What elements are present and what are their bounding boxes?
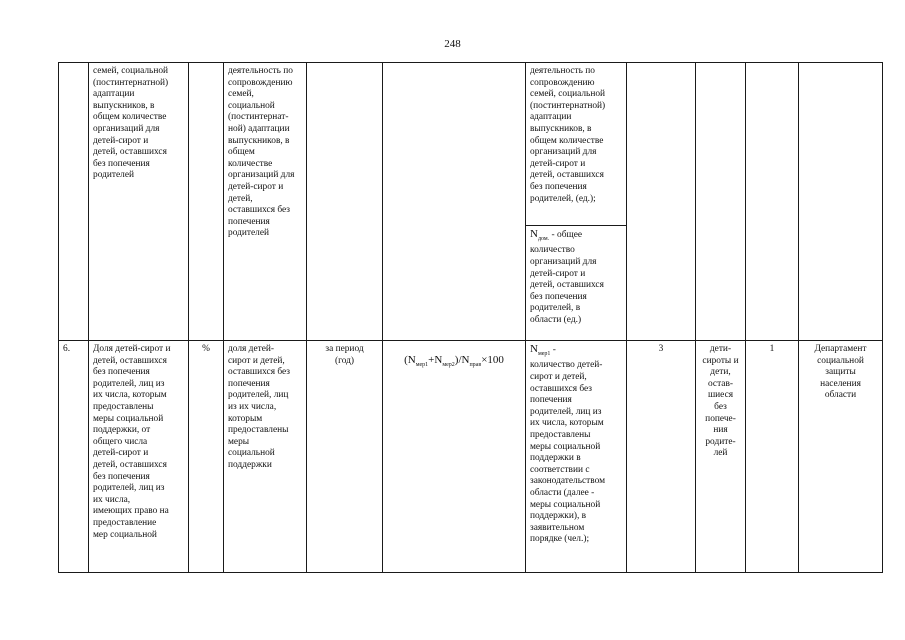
formula-part: ×100 — [481, 354, 504, 366]
number-cell — [59, 63, 89, 341]
indicators-table — [58, 62, 883, 573]
table-row-continued — [59, 63, 883, 226]
formula-subscript: мер2 — [442, 362, 455, 369]
variable-description: - количество детей- сирот и детей, оставшихся без попечения родителей, лиц из их числа, которым предоставлены меры социальной поддержки в соответствии с законодательством области (далее - меры социальной поддержки), в заявительном порядке (чел.); — [530, 345, 606, 545]
method-code-cell: 3 — [627, 341, 696, 573]
responsible-cell — [799, 63, 883, 341]
period-cell: за период (год) — [307, 341, 383, 573]
variable-total-cell — [526, 226, 627, 341]
formula-subscript: мер1 — [415, 362, 429, 369]
unit-cell: % — [189, 341, 224, 573]
formula-cell — [383, 63, 526, 341]
variable-definition-cell — [526, 341, 627, 573]
formula-part: (N — [404, 354, 416, 366]
coverage-code-cell: 1 — [746, 341, 799, 573]
formula-part: +N — [428, 354, 443, 366]
formula-cell — [383, 341, 526, 573]
variable-definition-cell: деятельность по сопровождению семей, социальной (постинтернатной) адаптации выпускников, в общем количестве организаций для детей-сирот и детей, оставшихся без попечения родителей, (ед.); — [526, 63, 627, 226]
method-cell — [627, 63, 696, 341]
formula-part: )/N — [454, 354, 470, 366]
period-cell — [307, 63, 383, 341]
indicator-name-cell: семей, социальной (постинтернатной) адаптации выпускников, в общем количестве организаций для детей-сирот и детей, оставшихся без попечения родителей — [89, 63, 189, 341]
unit-cell — [189, 63, 224, 341]
indicator-name-cell: Доля детей-сирот и детей, оставшихся без попечения родителей, лиц из их числа, которым предоставлены меры социальной поддержки, от общего числа детей-сирот и детей, оставшихся без попечения родителей, лиц из их числа, имеющих право на предоставление мер социальной — [89, 341, 189, 573]
variable-subscript: дом. — [537, 235, 550, 242]
responsible-cell: Департамент социальной защиты населения области — [799, 341, 883, 573]
table-row-6 — [59, 341, 883, 573]
row-number-cell: 6. — [59, 341, 89, 573]
observation-unit-cell — [696, 63, 746, 341]
observation-unit-cell: дети- сироты и дети, остав- шиеся без попече- ния родите- лей — [696, 341, 746, 573]
variable-symbol: N — [530, 343, 538, 355]
definition-cell: деятельность по сопровождению семей, социальной (постинтернат- ной) адаптации выпускников, в общем количестве организаций для детей-сирот и детей, оставшихся без попечения родителей — [224, 63, 307, 341]
coverage-cell — [746, 63, 799, 341]
variable-description: - общее количество организаций для детей-сирот и детей, оставшихся без попечения родителей, в области (ед.) — [530, 230, 604, 326]
variable-symbol: N — [530, 228, 538, 240]
definition-cell: доля детей- сирот и детей, оставшихся без попечения родителей, лиц из их числа, которым предоставлены меры социальной поддержки — [224, 341, 307, 573]
variable-subscript: мер1 — [537, 350, 551, 357]
formula-subscript: прав — [469, 362, 482, 369]
page-number: 248 — [444, 38, 461, 50]
